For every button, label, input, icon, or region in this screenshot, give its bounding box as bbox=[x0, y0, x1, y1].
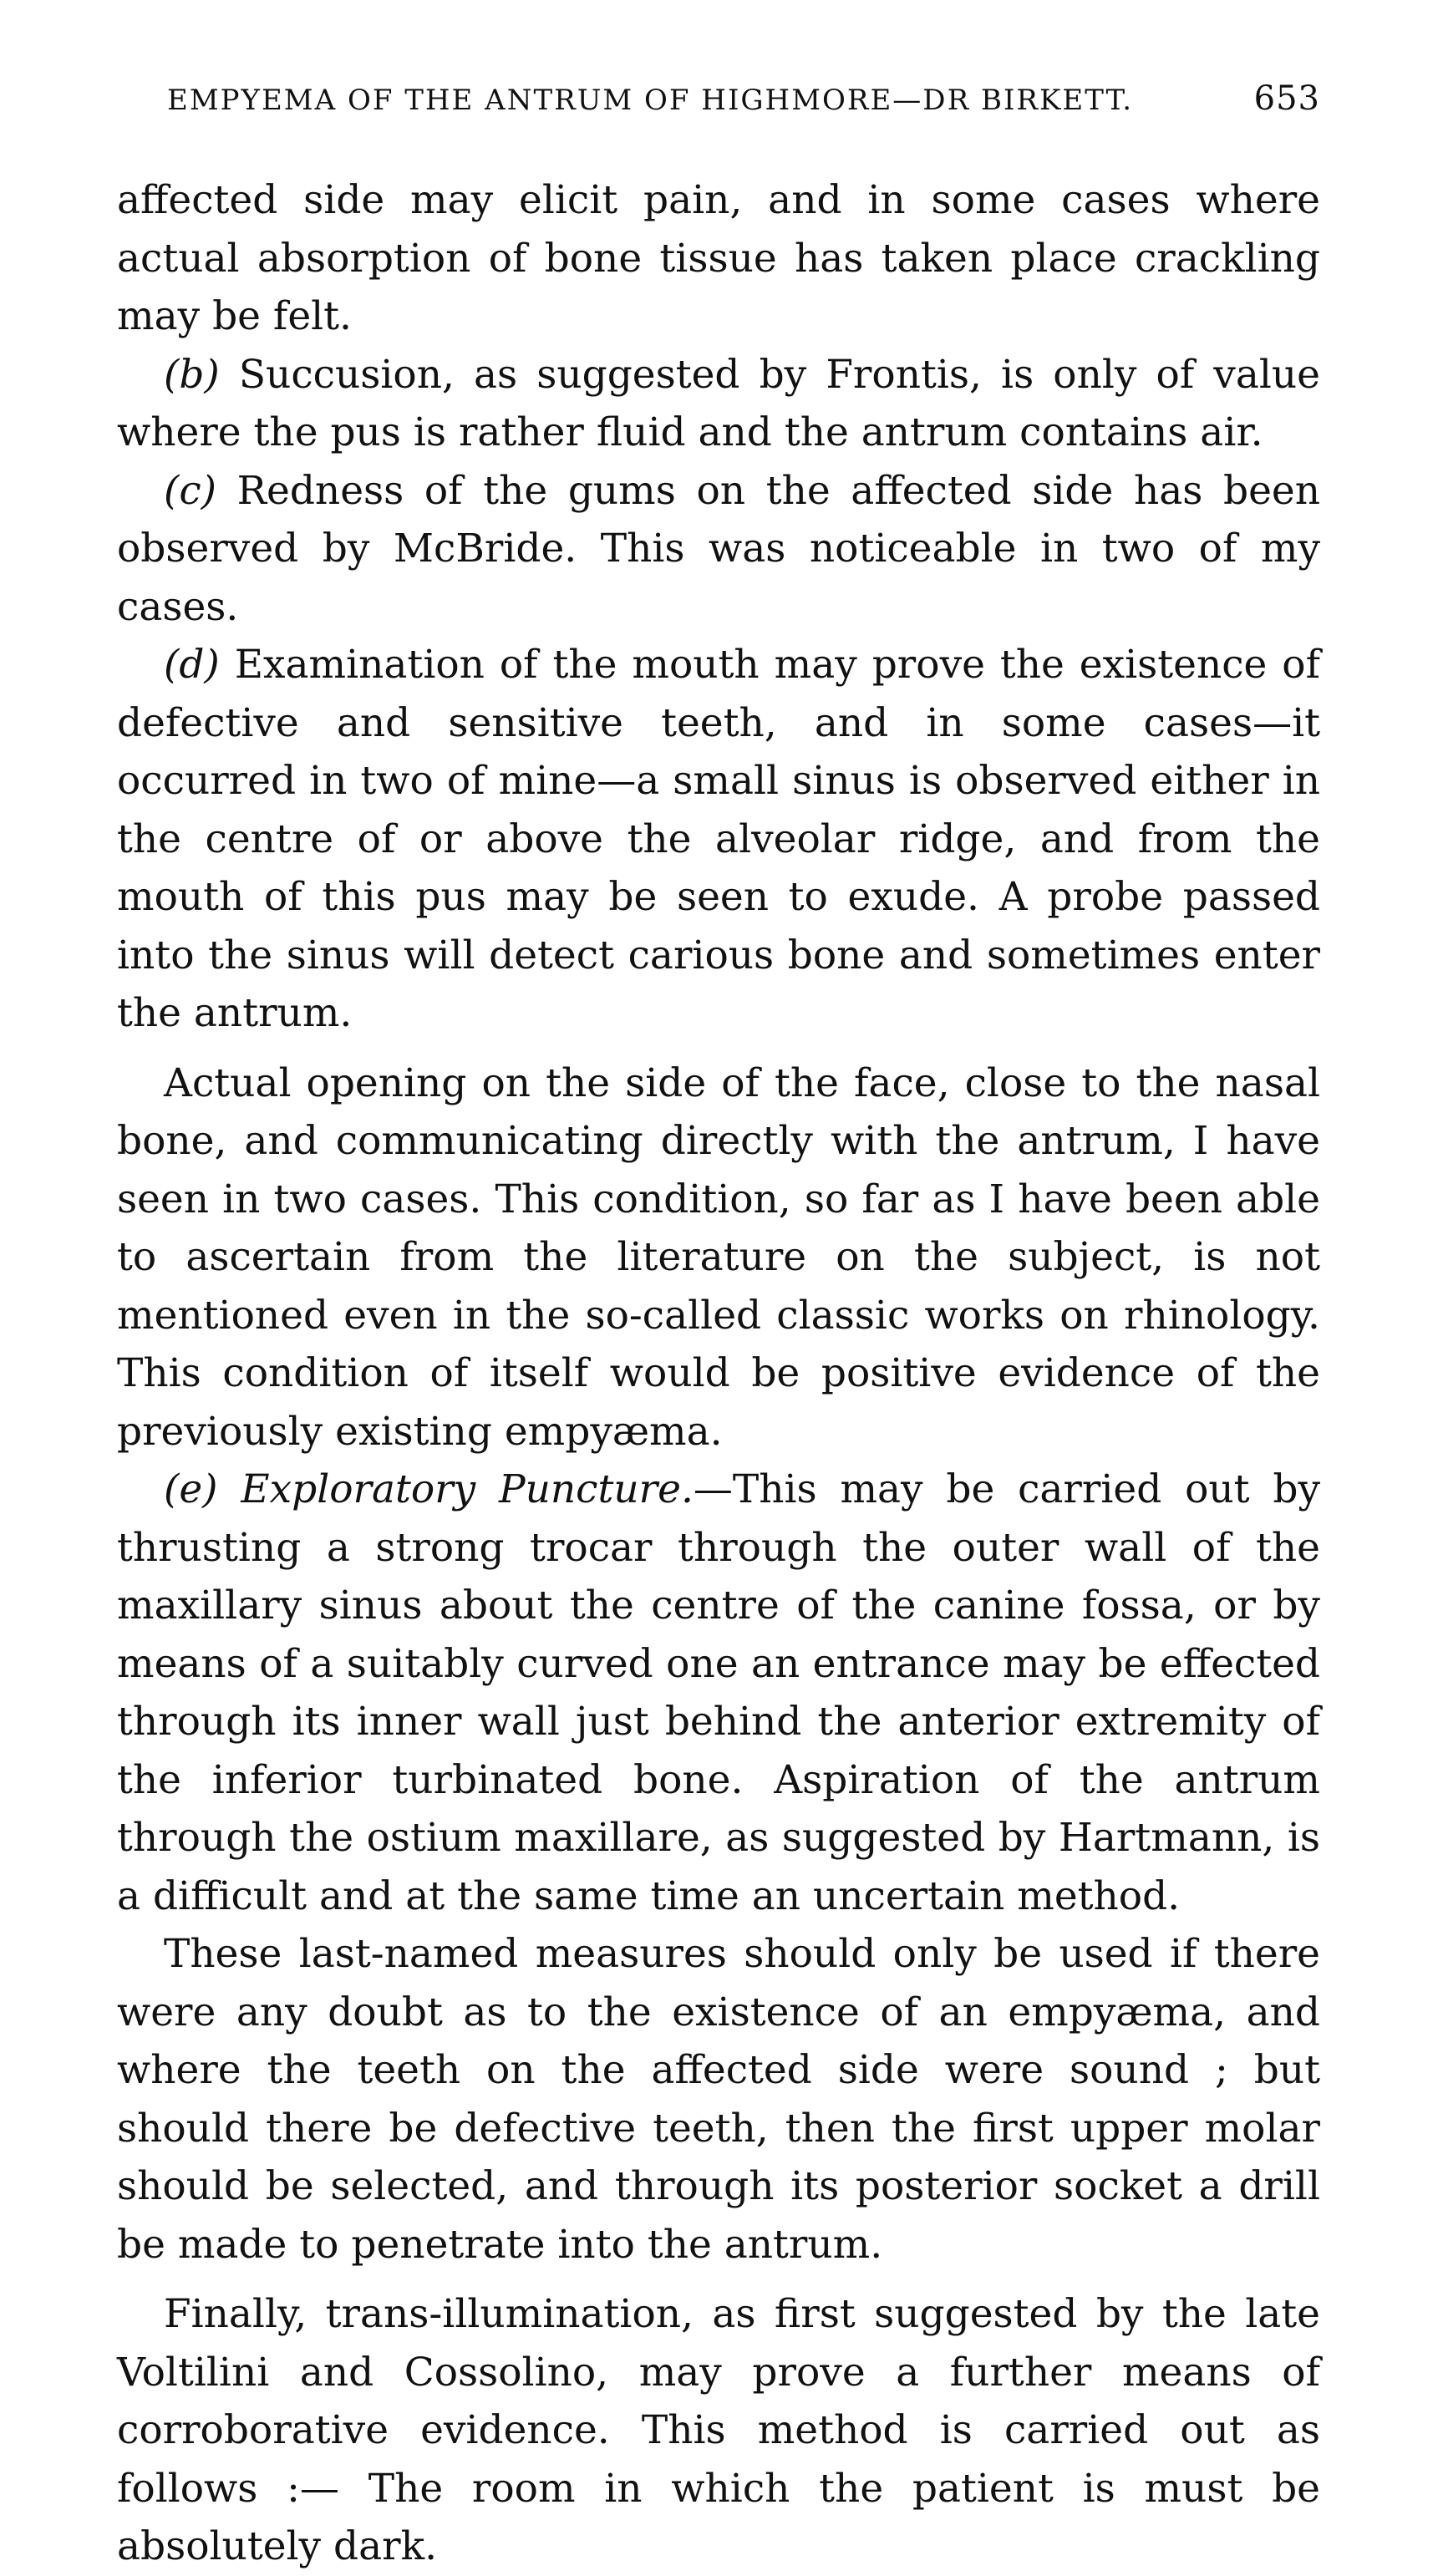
section-heading-italic: Exploratory Puncture. bbox=[217, 1466, 694, 1512]
running-head bbox=[117, 79, 1320, 130]
paragraph-text: Examination of the mouth may prove the existence of defective and sensitive teeth, and in some cases—it occurred in two of mine—a small sinus is observed either in the centre of or above the alveolar ridge, and from the mouth of this pus may be seen to exude. A probe passed into the sinus will detect carious bone and sometimes enter the antrum. bbox=[117, 642, 1320, 1036]
paragraph-text: These last-named measures should only be used if there were any doubt as to the existence of an empyæma, and where the teeth on the affected side were sound ; but should there be defective teeth, then the first upper molar should be selected, and through its posterior socket a drill be made to penetrate into the antrum. bbox=[117, 1931, 1320, 2268]
paragraph-text: Succusion, as suggested by Frontis, is only of value where the pus is rather fluid and the antrum contains air. bbox=[117, 351, 1320, 455]
paragraph-continued bbox=[117, 171, 1320, 346]
paragraph-b-succusion bbox=[117, 346, 1320, 462]
paragraph-d-examination bbox=[117, 636, 1320, 1043]
list-marker: (d) bbox=[164, 642, 220, 688]
list-marker: (e) bbox=[164, 1466, 218, 1512]
list-marker: (c) bbox=[164, 467, 216, 514]
paragraph-last-named-measures bbox=[117, 1925, 1320, 2274]
paragraph-text: Actual opening on the side of the face, close to the nasal bone, and communicating directly with the antrum, I have seen in two cases. This condition, so far as I have been able to ascertain from the literature on the subject, is not mentioned even in the so-called classic works on rhinology. This condition of itself would be positive evidence of the previously existing empyæma. bbox=[117, 1059, 1320, 1455]
paragraph-text: —This may be carried out by thrusting a strong trocar through the outer wall of the maxillary sinus about the centre of the canine fossa, or by means of a suitably curved one an entrance may be effected through its inner wall just behind the anterior extremity of the inferior turbinated bone. Aspiration of the antrum through the ostium maxillare, as suggested by Hartmann, is a difficult and at the same time an uncertain method. bbox=[117, 1466, 1320, 1919]
paragraph-text: affected side may elicit pain, and in some cases where actual absorption of bone tissue has taken place crackling may be felt. bbox=[117, 177, 1320, 339]
page-number: 653 bbox=[1253, 79, 1320, 118]
paragraph-text: Redness of the gums on the affected side has been observed by McBride. This was noticeable in two of my cases. bbox=[117, 467, 1320, 630]
paragraph-text: Finally, trans-illumination, as first suggested by the late Voltilini and Cossolino, may prove a further means of corroborative evidence. This method is carried out as follows :— The room in which the patient is must be absolutely dark. bbox=[117, 2291, 1320, 2569]
paragraph-trans-illumination bbox=[117, 2285, 1320, 2576]
paragraph-c-redness bbox=[117, 462, 1320, 637]
paragraph-actual-opening bbox=[117, 1054, 1320, 1461]
paragraph-e-exploratory-puncture bbox=[117, 1461, 1320, 1925]
list-marker: (b) bbox=[164, 351, 220, 398]
page bbox=[117, 79, 1320, 2576]
running-title: EMPYEMA OF THE ANTRUM OF HIGHMORE—DR BIRKETT. bbox=[167, 84, 1134, 117]
